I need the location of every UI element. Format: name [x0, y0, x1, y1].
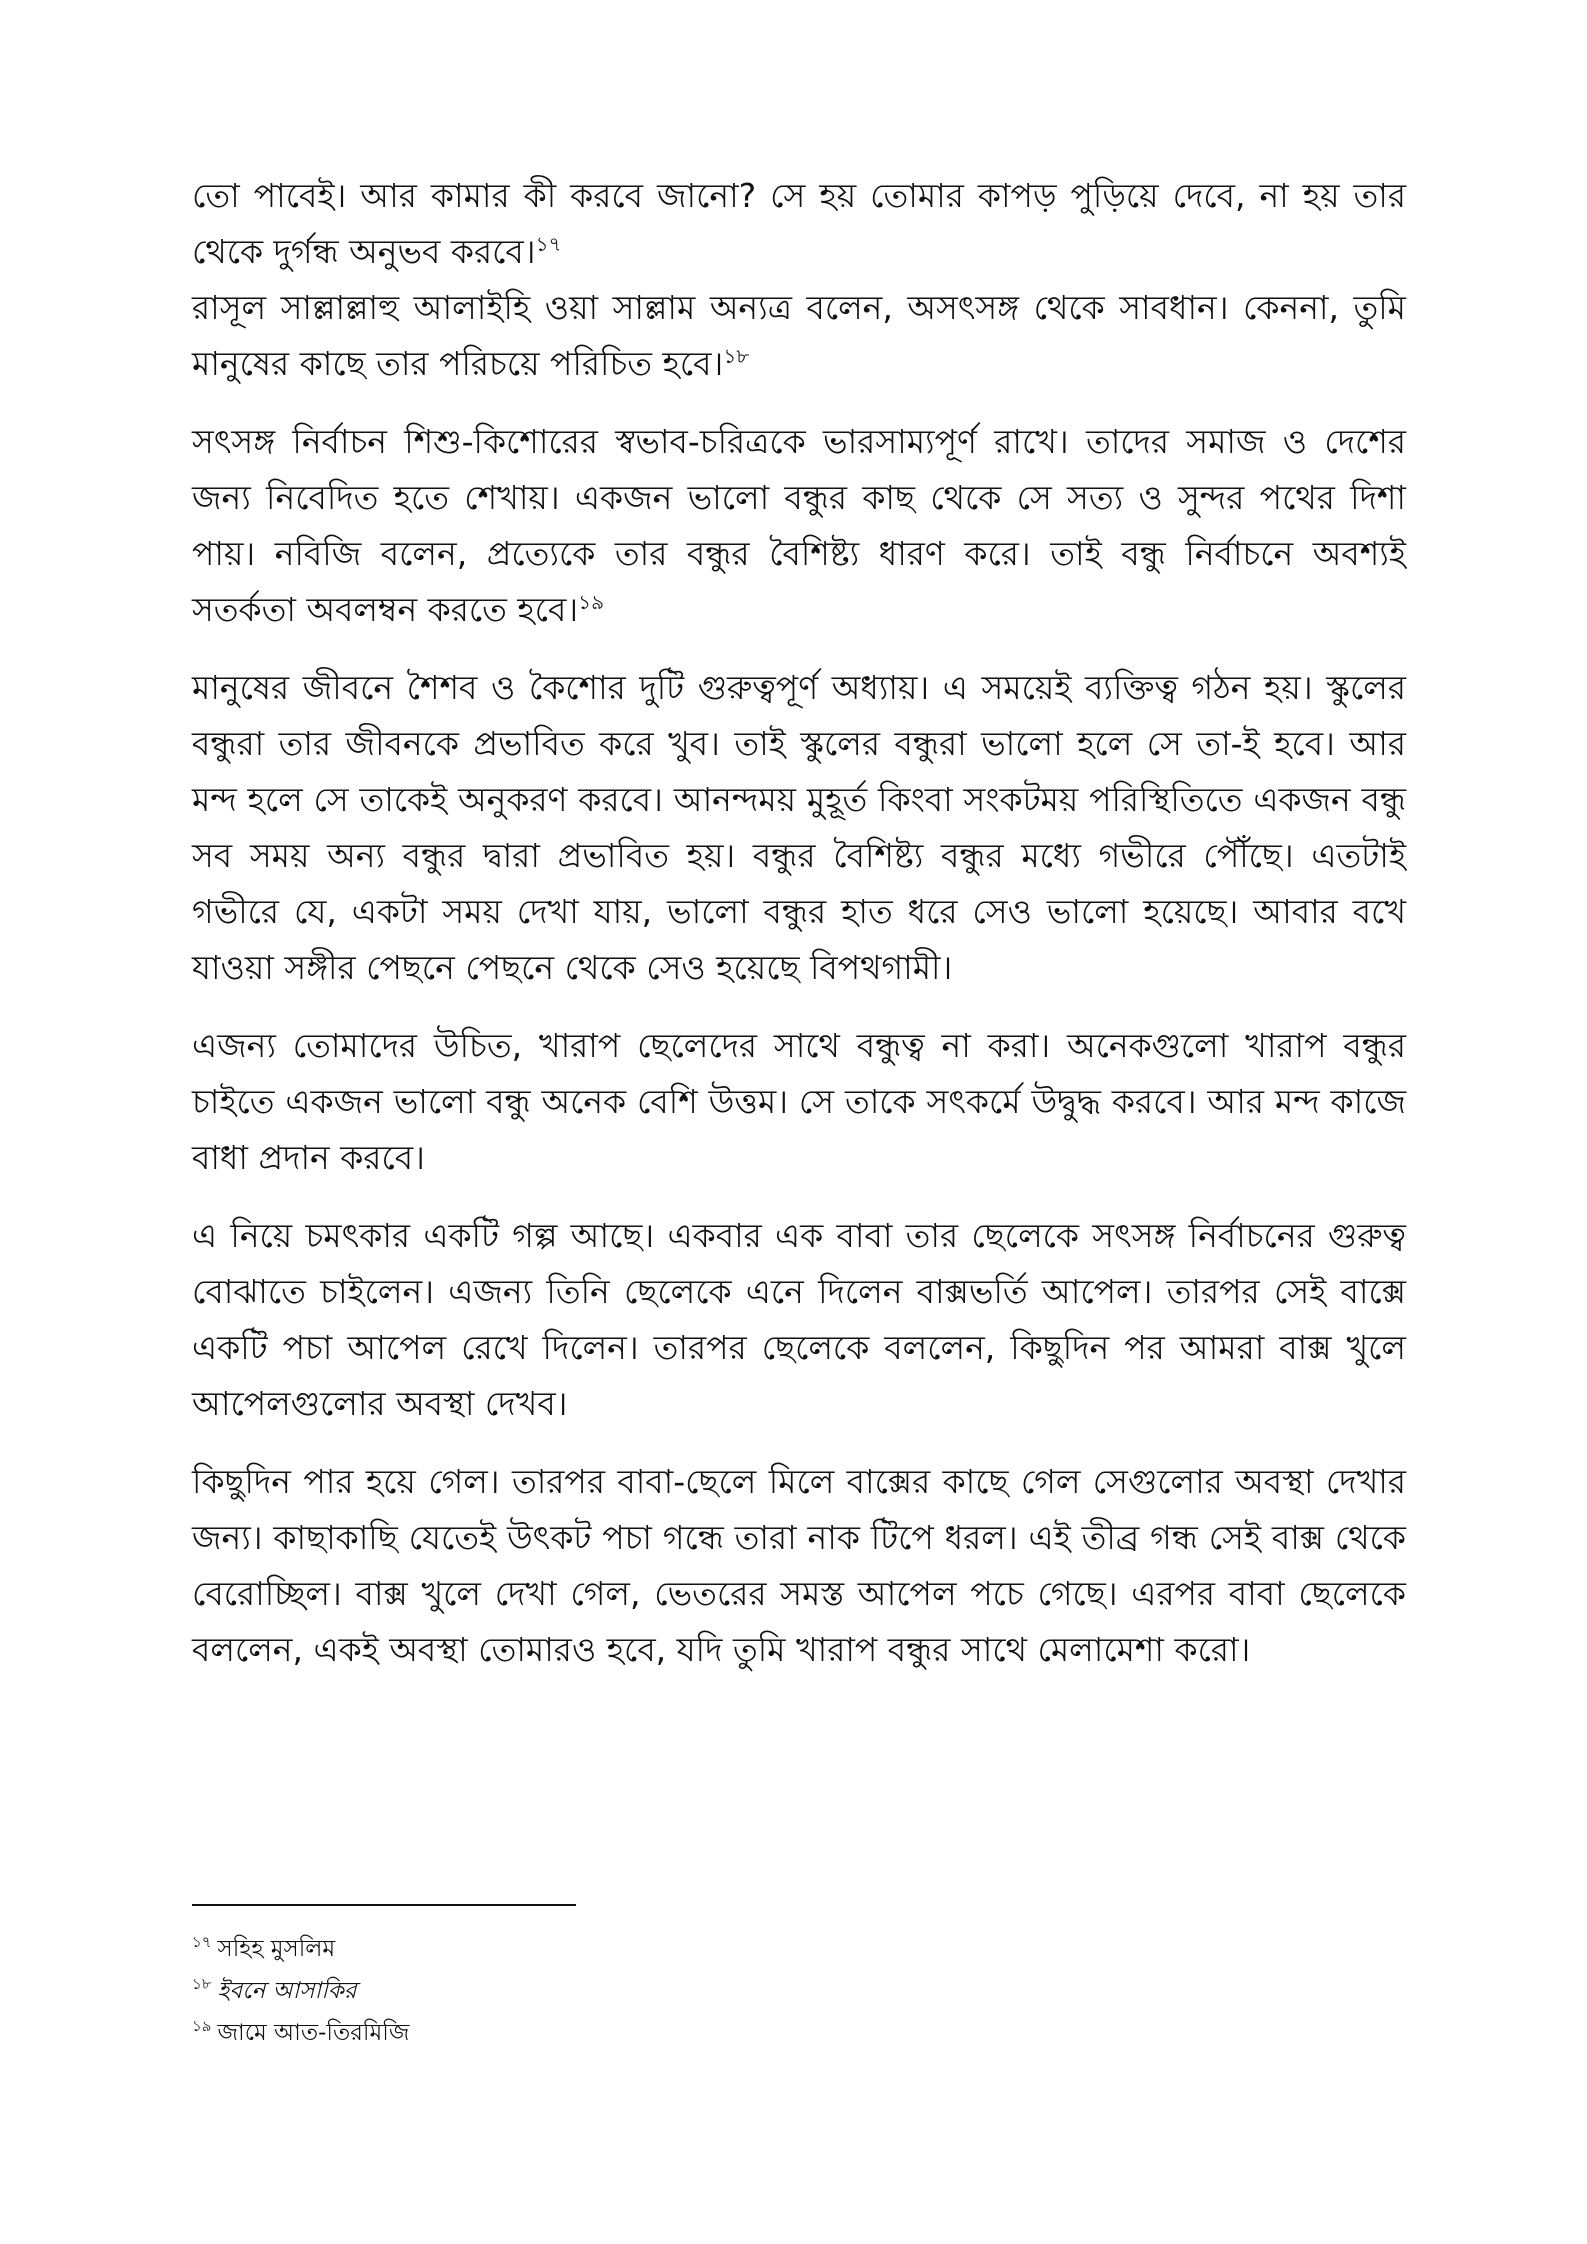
footnote-number: ১৮ — [192, 1975, 212, 1994]
paragraph-3 — [192, 414, 1406, 638]
paragraph-text: সৎসঙ্গ নির্বাচন শিশু-কিশোরের স্বভাব-চরিত্রকে ভারসাম্যপূর্ণ রাখে। তাদের সমাজ ও দেশের জন্য নিবেদিত হতে শেখায়। একজন ভালো বন্ধুর কাছ থেকে সে সত্য ও সুন্দর পথের দিশা পায়। নবিজি বলেন, প্রত্যেকে তার বন্ধুর বৈশিষ্ট্য ধারণ করে। তাই বন্ধু নির্বাচনে অবশ্যই সতর্কতা অবলম্বন করতে হবে। — [192, 422, 1406, 629]
paragraph-text: রাসূল সাল্লাল্লাহু আলাইহি ওয়া সাল্লাম অন্যত্র বলেন, অসৎসঙ্গ থেকে সাবধান। কেননা, তুমি মানুষের কাছে তার পরিচয়ে পরিচিত হবে। — [192, 288, 1406, 383]
paragraph-text: তো পাবেই। আর কামার কী করবে জানো? সে হয় তোমার কাপড় পুড়িয়ে দেবে, না হয় তার থেকে দুর্গন্ধ অনুভব করবে। — [192, 176, 1406, 271]
footnote-text: ইবনে আসাকির — [217, 1978, 357, 2004]
footnote-18 — [192, 1970, 692, 2012]
footnote-19 — [192, 2012, 692, 2054]
footnote-17 — [192, 1928, 692, 1970]
paragraph-4: মানুষের জীবনে শৈশব ও কৈশোর দুটি গুরুত্বপূর্ণ অধ্যায়। এ সময়েই ব্যক্তিত্ব গঠন হয়। স্কুলের বন্ধুরা তার জীবনকে প্রভাবিত করে খুব। তাই স্কুলের বন্ধুরা ভালো হলে সে তা-ই হবে। আর মন্দ হলে সে তাকেই অনুকরণ করবে। আনন্দময় মুহূর্ত কিংবা সংকটময় পরিস্থিতিতে একজন বন্ধু সব সময় অন্য বন্ধুর দ্বারা প্রভাবিত হয়। বন্ধুর বৈশিষ্ট্য বন্ধুর মধ্যে গভীরে পৌঁছে। এতটাই গভীরে যে, একটা সময় দেখা যায়, ভালো বন্ধুর হাত ধরে সেও ভালো হয়েছে। আবার বখে যাওয়া সঙ্গীর পেছনে পেছনে থেকে সেও হয়েছে বিপথগামী। — [192, 668, 1406, 987]
footnotes-section — [192, 1904, 692, 2054]
paragraph-5: এজন্য তোমাদের উচিত, খারাপ ছেলেদের সাথে বন্ধুত্ব না করা। অনেকগুলো খারাপ বন্ধুর চাইতে একজন ভালো বন্ধু অনেক বেশি উত্তম। সে তাকে সৎকর্মে উদ্বুদ্ধ করবে। আর মন্দ কাজে বাধা প্রদান করবে। — [192, 1026, 1406, 1177]
page-body — [192, 168, 1406, 1700]
paragraph-6: এ নিয়ে চমৎকার একটি গল্প আছে। একবার এক বাবা তার ছেলেকে সৎসঙ্গ নির্বাচনের গুরুত্ব বোঝাতে চাইলেন। এজন্য তিনি ছেলেকে এনে দিলেন বাক্সভর্তি আপেল। তারপর সেই বাক্সে একটি পচা আপেল রেখে দিলেন। তারপর ছেলেকে বললেন, কিছুদিন পর আমরা বাক্স খুলে আপেলগুলোর অবস্থা দেখব। — [192, 1216, 1406, 1423]
footnote-text: সহিহ মুসলিম — [217, 1936, 336, 1962]
footnote-ref-18: ১৮ — [723, 344, 750, 368]
footnote-ref-17: ১৭ — [535, 232, 562, 256]
footnote-ref-19: ১৯ — [578, 590, 605, 614]
footnote-number: ১৯ — [192, 2017, 212, 2036]
footnote-number: ১৭ — [192, 1933, 212, 1952]
footnote-text: জামে আত-তিরমিজি — [217, 2020, 410, 2046]
paragraph-7: কিছুদিন পার হয়ে গেল। তারপর বাবা-ছেলে মিলে বাক্সের কাছে গেল সেগুলোর অবস্থা দেখার জন্য। কাছাকাছি যেতেই উৎকট পচা গন্ধে তারা নাক টিপে ধরল। এই তীব্র গন্ধ সেই বাক্স থেকে বেরোচ্ছিল। বাক্স খুলে দেখা গেল, ভেতরের সমস্ত আপেল পচে গেছে। এরপর বাবা ছেলেকে বললেন, একই অবস্থা তোমারও হবে, যদি তুমি খারাপ বন্ধুর সাথে মেলামেশা করো। — [192, 1462, 1406, 1669]
footnote-divider — [192, 1904, 576, 1906]
paragraph-2 — [192, 280, 1406, 392]
paragraph-1 — [192, 168, 1406, 280]
